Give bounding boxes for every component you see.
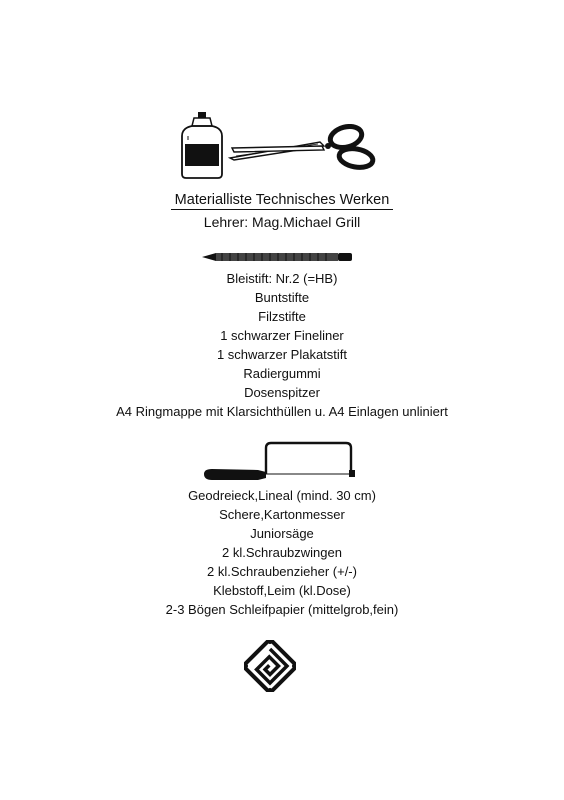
coping-saw-icon [200,440,360,484]
list-item: Schere,Kartonmesser [219,507,345,522]
document-title: Materialliste Technisches Werken [0,192,564,208]
list-item: Filzstifte [258,309,306,324]
list-item: Dosenspitzer [244,385,320,400]
drawing-materials-list [0,269,564,421]
list-item: Geodreieck,Lineal (mind. 30 cm) [188,488,376,503]
teacher-name: Lehrer: Mag.Michael Grill [203,214,361,230]
list-item: Bleistift: Nr.2 (=HB) [226,271,338,286]
pencil-icon [202,250,354,264]
list-item: 2-3 Bögen Schleifpapier (mittelgrob,fein) [165,602,399,617]
list-item: Klebstoff,Leim (kl.Dose) [213,583,351,598]
list-item: Radiergummi [243,366,321,381]
list-item: A4 Ringmappe mit Klarsichthüllen u. A4 Einlagen unliniert [116,404,448,419]
glue-bottle-icon [178,112,226,180]
list-item: 2 kl.Schraubenzieher (+/-) [207,564,357,579]
tools-materials-list [0,486,564,619]
scissors-icon [228,124,378,172]
list-item: 1 schwarzer Plakatstift [216,347,348,362]
list-item: Buntstifte [254,290,310,305]
list-item: 1 schwarzer Fineliner [220,328,344,343]
spiral-ornament-icon [244,640,296,692]
list-item: 2 kl.Schraubzwingen [222,545,342,560]
list-item: Juniorsäge [250,526,314,541]
